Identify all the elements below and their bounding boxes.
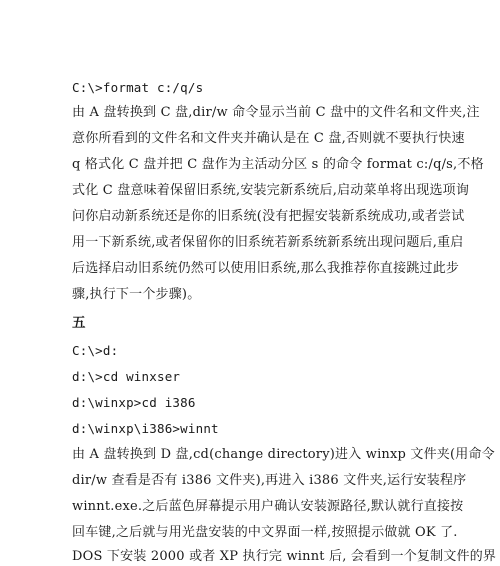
paragraph-line: 由 A 盘转换到 C 盘,dir/w 命令显示当前 C 盘中的文件名和文件夹,注 [72,105,480,120]
paragraph-line: 后选择启动旧系统仍然可以使用旧系统,那么我推荐你直接跳过此步 [72,261,460,276]
paragraph-line: winnt.exe.之后蓝色屏幕提示用户确认安装源路径,默认就行直接按 [72,499,464,514]
paragraph-line: 问你启动新系统还是你的旧系统(没有把握安装新系统成功,或者尝试 [72,209,465,224]
paragraph-line: 骤,执行下一个步骤)。 [72,287,201,302]
section-heading: 五 [72,315,86,331]
paragraph-line: 回车键,之后就与用光盘安装的中文界面一样,按照提示做就 OK 了. [72,525,458,540]
paragraph-line: q 格式化 C 盘并把 C 盘作为主活动分区 s 的命令 format c:/q/s,不格 [72,157,484,172]
paragraph-line: 用一下新系统,或者保留你的旧系统若新系统新系统出现问题后,重启 [72,235,464,250]
paragraph-line: DOS 下安装 2000 或者 XP 执行完 winnt 后, 会看到一个复制文件的界 [72,549,497,564]
format-command: C:\>format c:/q/s [72,80,204,95]
command-line: d:\winxp>cd i386 [72,395,196,410]
paragraph-line: 由 A 盘转换到 D 盘,cd(change directory)进入 winxp 文件夹(用命令 [72,447,495,462]
command-line: C:\>d: [72,343,119,358]
paragraph-line: dir/w 查看是否有 i386 文件夹),再进入 i386 文件夹,运行安装程序 [72,473,467,488]
command-line: d:\winxp\i386>winnt [72,421,219,436]
paragraph-line: 意你所看到的文件名和文件夹并确认是在 C 盘,否则就不要执行快速 [72,131,465,146]
paragraph-line: 式化 C 盘意味着保留旧系统,安装完新系统后,启动菜单将出现选项询 [72,183,470,198]
command-line: d:\>cd winxser [72,369,181,384]
